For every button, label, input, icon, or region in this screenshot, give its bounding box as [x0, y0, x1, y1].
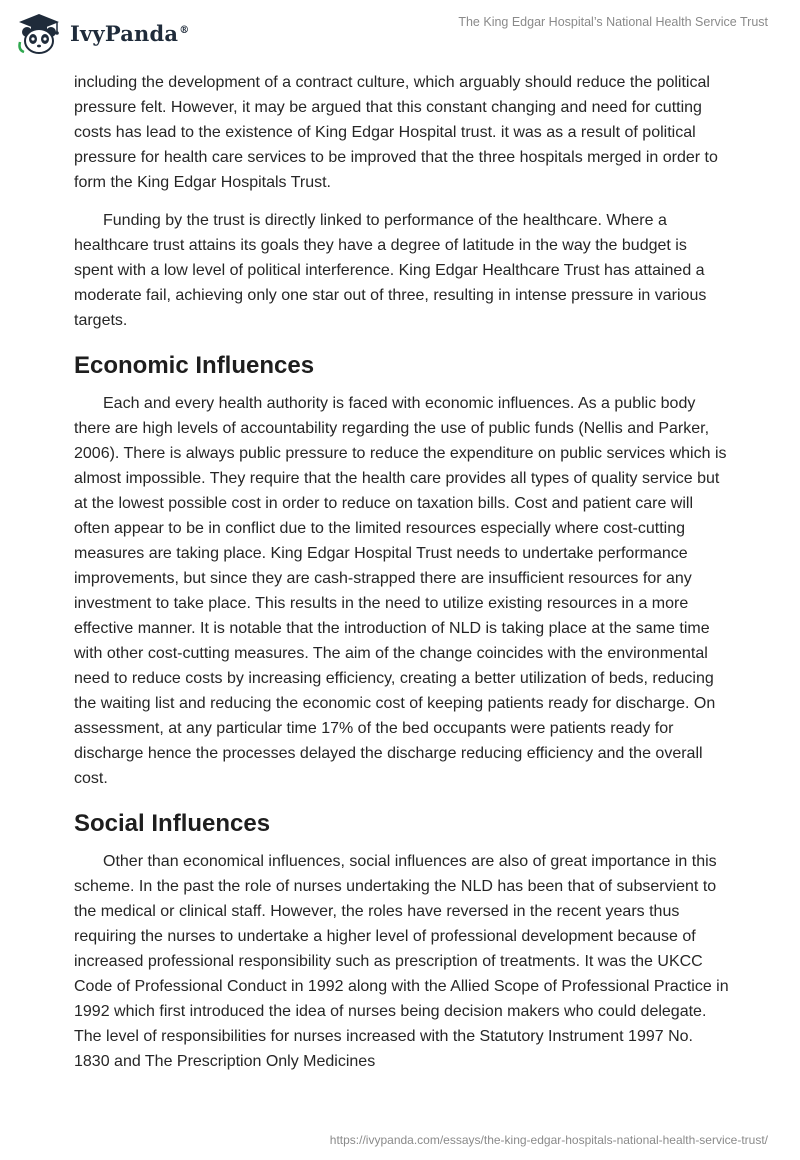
section-heading-social: Social Influences [74, 810, 271, 837]
essay-content [74, 70, 730, 1087]
paragraph: Other than economical influences, social influences are also of great importance in this scheme. In the past the role of nurses undertaking the NLD has been that of subservient to the medical or clinical staff. However, the roles have reversed in the recent years thus requiring the nurses to undertake a higher level of professional development because of increased professional responsibility such as prescription of treatments. It was the UKCC Code of Professional Conduct in 1992 along with the Allied Scope of Professional Practice in 1992 which first introduced the idea of nurses being decision makers who could delegate. The level of responsibilities for nurses increased with the Statutory Instrument 1997 No. 1830 and The Prescription Only Medicines [74, 853, 729, 1070]
paragraph: including the development of a contract culture, which arguably should reduce the political pressure felt. However, it may be argued that this constant changing and need for cutting costs has lead to the existence of King Edgar Hospital trust. it was as a result of political pressure for health care services to be improved that the three hospitals merged in order to form the King Edgar Hospitals Trust. [74, 74, 718, 191]
paragraph: Funding by the trust is directly linked to performance of the healthcare. Where a healthcare trust attains its goals they have a degree of latitude in the way the budget is spent with a low level of political interference. King Edgar Healthcare Trust has attained a moderate fail, achieving only one star out of three, resulting in intense pressure in various targets. [74, 212, 707, 329]
paragraph: Each and every health authority is faced with economic influences. As a public body there are high levels of accountability regarding the use of public funds (Nellis and Parker, 2006). There is always public pressure to reduce the expenditure on public services which is almost impossible. They require that the health care provides all types of quality service but at the lowest possible cost in order to reduce on taxation bills. Cost and patient care will often appear to be in conflict due to the limited resources especially where cost-cutting measures are taking place. King Edgar Hospital Trust needs to undertake performance improvements, but since they are cash-strapped there are insufficient resources for any investment to take place. This results in the need to utilize existing resources in a more effective manner. It is notable that the introduction of NLD is taking place at the same time with other cost-cutting measures. The aim of the change coincides with the environmental need to reduce costs by increasing efficiency, creating a better utilization of beds, reducing the waiting list and reducing the economic cost of keeping patients ready for discharge. On assessment, at any particular time 17% of the bed occupants were patients ready for discharge hence the processes delayed the discharge reducing efficiency and the overall cost. [74, 395, 727, 787]
source-url[interactable]: https://ivypanda.com/essays/the-king-edgar-hospitals-national-health-service-trust/ [329, 1133, 768, 1147]
section-heading-economic: Economic Influences [74, 352, 315, 379]
document-title: The King Edgar Hospital’s National Health Service Trust [458, 15, 768, 29]
brand-logo[interactable] [14, 12, 189, 54]
brand-name: IvyPanda® [70, 20, 190, 46]
panda-mascot-icon [14, 12, 64, 54]
